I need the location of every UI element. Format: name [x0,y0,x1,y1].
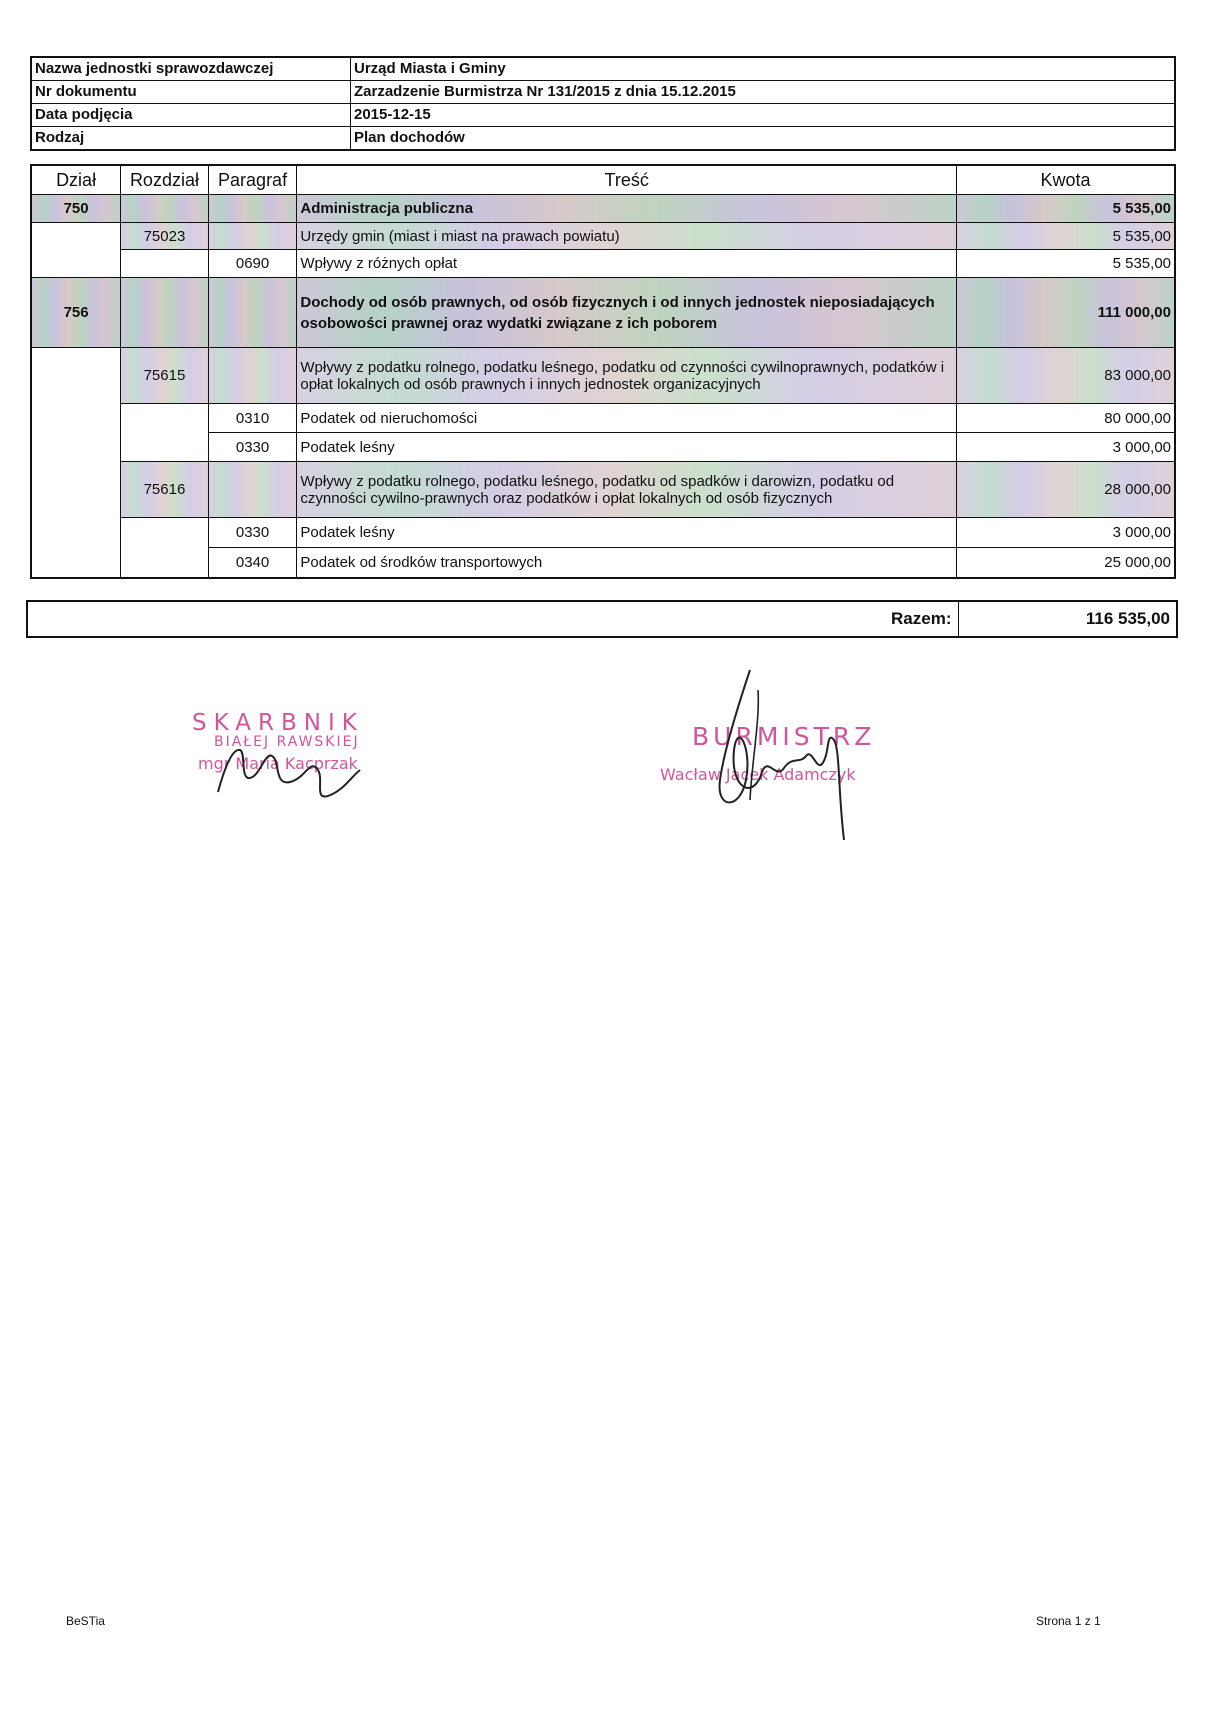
column-header-dzial: Dział [31,165,121,195]
kwota-cell: 28 000,00 [956,462,1175,518]
column-header-kwota: Kwota [956,165,1175,195]
budget-table [30,164,1176,579]
stamp-name: mgr Maria Kacprzak [198,754,358,773]
header-value: 2015-12-15 [351,104,1176,127]
table-row [31,223,1175,250]
table-header-row [31,165,1175,195]
rozdzial-cell: 75615 [121,348,209,404]
rozdzial-cell: 75023 [121,223,209,250]
tresc-cell: Urzędy gmin (miast i miast na prawach powiatu) [297,223,957,250]
header-key: Data podjęcia [31,104,351,127]
header-value: Plan dochodów [351,127,1176,151]
stamp-name: Wacław Jacek Adamczyk [660,765,856,784]
paragraf-cell: 0340 [208,548,297,578]
table-row [31,250,1175,278]
skarbnik-signature [210,730,380,810]
paragraf-cell: 0690 [208,250,297,278]
paragraf-cell: 0330 [208,518,297,548]
total-table [26,600,1178,638]
header-key: Nr dokumentu [31,81,351,104]
table-row [31,404,1175,433]
kwota-cell: 3 000,00 [956,518,1175,548]
tresc-cell: Administracja publiczna [297,195,957,223]
header-key: Nazwa jednostki sprawozdawczej [31,57,351,81]
footer-page-number: Strona 1 z 1 [1036,1614,1101,1628]
kwota-cell: 111 000,00 [956,278,1175,348]
document-header-table [30,56,1176,151]
tresc-cell: Wpływy z podatku rolnego, podatku leśnego, podatku od czynności cywilnoprawnych, podatków i opłat lokalnych od osób prawnych i innych jednostek organizacyjnych [297,348,957,404]
kwota-cell: 80 000,00 [956,404,1175,433]
rozdzial-cell: 75616 [121,462,209,518]
stamp-subtitle: BIAŁEJ RAWSKIEJ [214,734,360,750]
column-header-paragraf: Paragraf [208,165,297,195]
header-key: Rodzaj [31,127,351,151]
table-row [31,518,1175,548]
paragraf-cell: 0310 [208,404,297,433]
stamp-title: BURMISTRZ [692,722,876,751]
table-row [31,462,1175,518]
tresc-cell: Podatek leśny [297,433,957,462]
kwota-cell: 5 535,00 [956,223,1175,250]
kwota-cell: 5 535,00 [956,195,1175,223]
dzial-cell: 750 [31,195,121,223]
burmistrz-signature [680,660,880,850]
tresc-cell: Podatek od środków transportowych [297,548,957,578]
header-value: Zarzadzenie Burmistrza Nr 131/2015 z dnia 15.12.2015 [351,81,1176,104]
kwota-cell: 5 535,00 [956,250,1175,278]
total-value: 116 535,00 [958,601,1177,637]
kwota-cell: 3 000,00 [956,433,1175,462]
tresc-cell: Podatek od nieruchomości [297,404,957,433]
total-label: Razem: [27,601,958,637]
tresc-cell: Podatek leśny [297,518,957,548]
paragraf-cell: 0330 [208,433,297,462]
kwota-cell: 25 000,00 [956,548,1175,578]
table-row [31,195,1175,223]
stamp-title: SKARBNIK [192,710,364,736]
footer-software: BeSTia [66,1614,105,1628]
tresc-cell: Wpływy z podatku rolnego, podatku leśnego, podatku od spadków i darowizn, podatku od czynności cywilno-prawnych oraz podatków i opłat lokalnych od osób fizycznych [297,462,957,518]
kwota-cell: 83 000,00 [956,348,1175,404]
table-row [31,278,1175,348]
header-value: Urząd Miasta i Gminy [351,57,1176,81]
dzial-cell: 756 [31,278,121,348]
tresc-cell: Wpływy z różnych opłat [297,250,957,278]
column-header-tresc: Treść [297,165,957,195]
column-header-rozdzial: Rozdział [121,165,209,195]
tresc-cell: Dochody od osób prawnych, od osób fizycznych i od innych jednostek nieposiadających osobowości prawnej oraz wydatki związane z ich poborem [297,278,957,348]
table-row [31,348,1175,404]
